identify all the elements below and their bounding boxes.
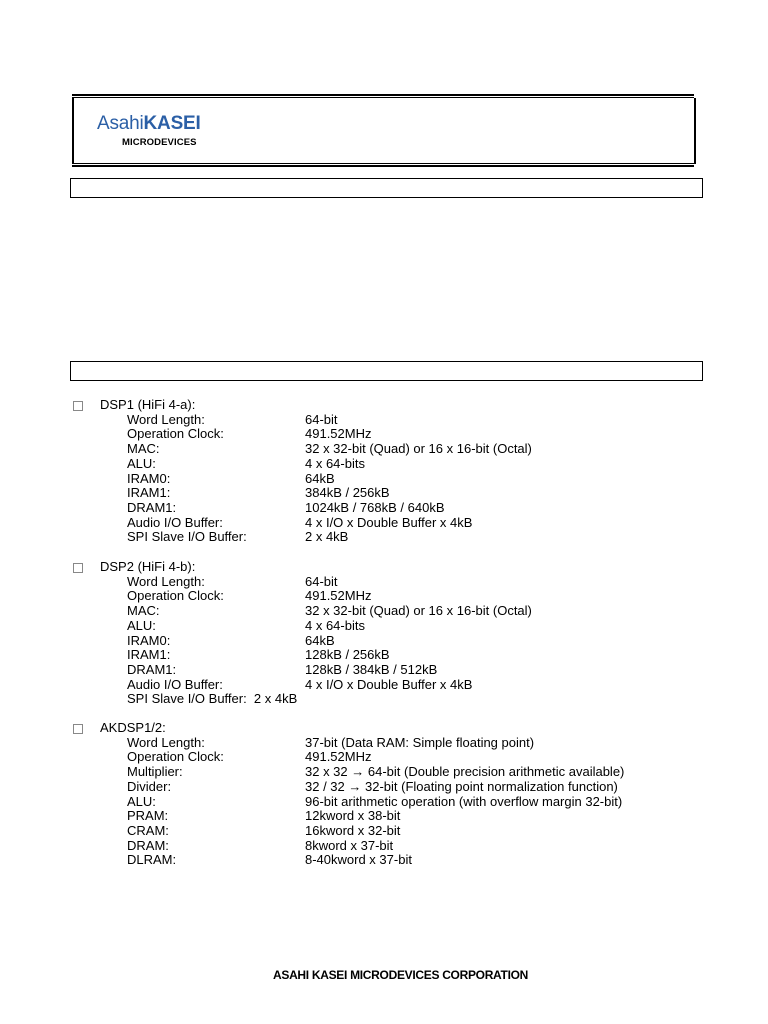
- spec-value: 4 x 64-bits: [305, 455, 365, 471]
- spec-label: Audio I/O Buffer:: [127, 676, 223, 692]
- spec-label: DLRAM:: [127, 852, 177, 868]
- spec-label: ALU:: [127, 617, 156, 633]
- spec-label: Audio I/O Buffer:: [127, 514, 223, 530]
- spec-value: 491.52MHz: [305, 588, 372, 604]
- spec-value: 4 x I/O x Double Buffer x 4kB: [305, 514, 473, 530]
- spec-label: PRAM:: [127, 808, 169, 824]
- spec-label: Word Length:: [127, 573, 205, 589]
- spec-value: 37-bit (Data RAM: Simple floating point): [305, 734, 535, 750]
- spec-label: Operation Clock:: [127, 588, 224, 604]
- spec-value: 8kword x 37-bit: [305, 837, 394, 853]
- spec-label: Operation Clock:: [127, 749, 224, 765]
- section-checkbox-icon: [73, 401, 83, 411]
- spec-label: Multiplier:: [127, 764, 183, 780]
- spec-value: 491.52MHz: [305, 749, 372, 765]
- spec-value: 64kB: [305, 632, 335, 648]
- header-bottom-rule-thin: [72, 163, 694, 164]
- spec-value: 12kword x 38-bit: [305, 808, 401, 824]
- spec-label: Word Length:: [127, 734, 205, 750]
- spec-value: 64kB: [305, 470, 335, 486]
- spec-label: IRAM1:: [127, 647, 171, 663]
- section-checkbox-icon: [73, 724, 83, 734]
- spec-label: Word Length:: [127, 411, 205, 427]
- asahi-kasei-logo: [97, 113, 201, 148]
- spec-label: CRAM:: [127, 822, 169, 838]
- spec-label: IRAM1:: [127, 485, 171, 501]
- spec-label: Operation Clock:: [127, 426, 224, 442]
- spec-label: DRAM1:: [127, 499, 177, 515]
- header-bottom-rule: [72, 165, 694, 167]
- spec-label: ALU:: [127, 793, 156, 809]
- spec-value: 32 x 32-bit (Quad) or 16 x 16-bit (Octal): [305, 441, 532, 457]
- spec-value: 491.52MHz: [305, 426, 372, 442]
- spec-value: 4 x 64-bits: [305, 617, 365, 633]
- spec-inline-row: SPI Slave I/O Buffer: 2 x 4kB: [127, 691, 298, 707]
- spec-value: 16kword x 32-bit: [305, 822, 401, 838]
- spec-value: 1024kB / 768kB / 640kB: [305, 499, 445, 515]
- spec-label: MAC:: [127, 441, 160, 457]
- spec-value: 4 x I/O x Double Buffer x 4kB: [305, 676, 473, 692]
- section-checkbox-icon: [73, 563, 83, 573]
- spec-label: MAC:: [127, 603, 160, 619]
- spec-value: 128kB / 256kB: [305, 647, 390, 663]
- logo-subtitle: MICRODEVICES: [122, 137, 197, 148]
- spec-label: DRAM:: [127, 837, 169, 853]
- spec-value: 64-bit: [305, 411, 338, 427]
- section-title: DSP2 (HiFi 4-b):: [100, 559, 196, 574]
- section-title: DSP1 (HiFi 4-a):: [100, 397, 196, 412]
- spec-label: DRAM1:: [127, 661, 177, 677]
- spec-value: 128kB / 384kB / 512kB: [305, 661, 438, 677]
- spec-value: 8-40kword x 37-bit: [305, 852, 412, 868]
- section-title: AKDSP1/2:: [100, 720, 166, 735]
- spec-label: IRAM0:: [127, 632, 171, 648]
- spec-value: 2 x 4kB: [305, 529, 349, 545]
- header-top-rule: [72, 94, 694, 96]
- spec-label: SPI Slave I/O Buffer:: [127, 529, 247, 545]
- section-bar-2: [70, 361, 703, 381]
- spec-label: IRAM0:: [127, 470, 171, 486]
- spec-value: 32 x 32-bit (Quad) or 16 x 16-bit (Octal): [305, 603, 532, 619]
- logo-kasei: KASEI: [143, 113, 201, 134]
- spec-label: ALU:: [127, 455, 156, 471]
- spec-value: 384kB / 256kB: [305, 485, 390, 501]
- section-bar-1: [70, 178, 703, 198]
- spec-value: 96-bit arithmetic operation (with overflow margin 32-bit): [305, 793, 623, 809]
- spec-value: 32 x 32 → 64-bit (Double precision arithmetic available): [305, 764, 625, 780]
- footer-company: ASAHI KASEI MICRODEVICES CORPORATION: [273, 968, 528, 982]
- logo-wordmark: [97, 114, 201, 134]
- spec-value: 64-bit: [305, 573, 338, 589]
- logo-asahi: Asahi: [97, 113, 144, 134]
- spec-value: 32 / 32 → 32-bit (Floating point normalization function): [305, 778, 618, 794]
- spec-label: Divider:: [127, 778, 172, 794]
